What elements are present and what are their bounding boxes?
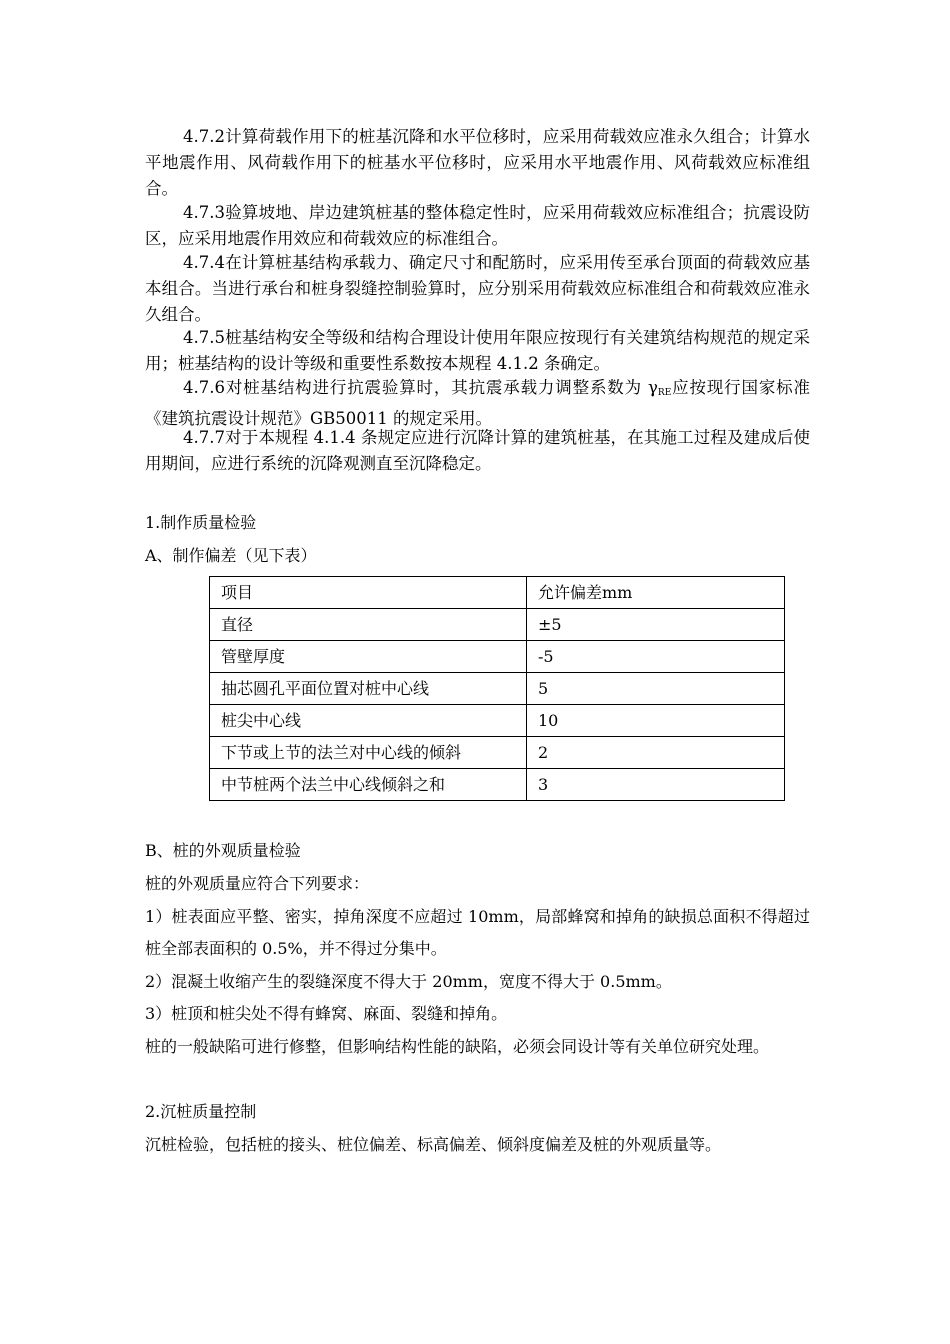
clause-4-7-4 xyxy=(145,250,810,328)
clause-number: 4.7.2 xyxy=(183,127,225,146)
clause-4-7-6 xyxy=(145,375,810,432)
table-row xyxy=(210,673,785,705)
table-cell-item: 抽芯圆孔平面位置对桩中心线 xyxy=(210,673,527,705)
clause-text: 对于本规程 4.1.4 条规定应进行沉降计算的建筑桩基，在其施工过程及建成后使用期间，应进行系统的沉降观测直至沉降稳定。 xyxy=(145,428,810,473)
table-cell-deviation: 10 xyxy=(527,705,785,737)
clause-text: 在计算桩基结构承载力、确定尺寸和配筋时，应采用传至承台顶面的荷载效应基本组合。当进行承台和桩身裂缝控制验算时，应分别采用荷载效应标准组合和荷载效应准永久组合。 xyxy=(145,253,810,324)
deviation-table xyxy=(209,576,785,801)
clause-4-7-3 xyxy=(145,200,810,252)
clause-4-7-5 xyxy=(145,325,810,377)
table-cell-item: 直径 xyxy=(210,609,527,641)
table-cell-deviation: 3 xyxy=(527,769,785,801)
section-b-title: B、桩的外观质量检验 xyxy=(145,841,301,860)
clause-number: 4.7.3 xyxy=(183,203,225,222)
clause-text-continued: 应按现行国家标准《建筑抗震设计规范》GB50011 的规定采用。 xyxy=(145,378,810,428)
clause-number: 4.7.5 xyxy=(183,328,225,347)
table-cell-item: 桩尖中心线 xyxy=(210,705,527,737)
section-b-intro: 桩的外观质量应符合下列要求： xyxy=(145,874,370,893)
table-cell-deviation: -5 xyxy=(527,641,785,673)
gamma-subscript: RE xyxy=(657,388,672,398)
clause-4-7-7 xyxy=(145,425,810,477)
table-row xyxy=(210,769,785,801)
section-2-text: 沉桩检验，包括桩的接头、桩位偏差、标高偏差、倾斜度偏差及桩的外观质量等。 xyxy=(145,1135,722,1154)
requirement-1: 1）桩表面应平整、密实，掉角深度不应超过 10mm，局部蜂窝和掉角的缺损总面积不得超过桩全部表面积的 0.5%，并不得过分集中。 xyxy=(145,907,810,958)
clause-text: 验算坡地、岸边建筑桩基的整体稳定性时，应采用荷载效应标准组合；抗震设防区，应采用地震作用效应和荷载效应的标准组合。 xyxy=(145,203,810,248)
clause-4-7-2 xyxy=(145,124,810,202)
table-header-row xyxy=(210,577,785,609)
requirement-2: 2）混凝土收缩产生的裂缝深度不得大于 20mm，宽度不得大于 0.5mm。 xyxy=(145,972,672,991)
repair-note: 桩的一般缺陷可进行修整，但影响结构性能的缺陷，必须会同设计等有关单位研究处理。 xyxy=(145,1037,770,1056)
clause-number: 4.7.6 xyxy=(183,378,225,397)
table-cell-item: 中节桩两个法兰中心线倾斜之和 xyxy=(210,769,527,801)
table-cell-item: 管壁厚度 xyxy=(210,641,527,673)
table-header-deviation: 允许偏差mm xyxy=(527,577,785,609)
table-row xyxy=(210,705,785,737)
table-cell-deviation: 2 xyxy=(527,737,785,769)
clause-number: 4.7.4 xyxy=(183,253,225,272)
table-row xyxy=(210,641,785,673)
table-row xyxy=(210,609,785,641)
clause-text: 桩基结构安全等级和结构合理设计使用年限应按现行有关建筑结构规范的规定采用；桩基结构的设计等级和重要性系数按本规程 4.1.2 条确定。 xyxy=(145,328,810,373)
clause-text: 计算荷载作用下的桩基沉降和水平位移时，应采用荷载效应准永久组合；计算水平地震作用、风荷载作用下的桩基水平位移时，应采用水平地震作用、风荷载效应标准组合。 xyxy=(145,127,810,198)
table-row xyxy=(210,737,785,769)
table-cell-deviation: ±5 xyxy=(527,609,785,641)
table-cell-item: 下节或上节的法兰对中心线的倾斜 xyxy=(210,737,527,769)
requirement-3: 3）桩顶和桩尖处不得有蜂窝、麻面、裂缝和掉角。 xyxy=(145,1004,508,1023)
clause-text: 对桩基结构进行抗震验算时，其抗震承载力调整系数为 γ xyxy=(224,378,658,397)
section-1-title: 1.制作质量检验 xyxy=(145,513,257,532)
section-a-title: A、制作偏差（见下表） xyxy=(145,546,317,565)
clause-number: 4.7.7 xyxy=(183,428,225,447)
section-2-title: 2.沉桩质量控制 xyxy=(145,1102,257,1121)
table-cell-deviation: 5 xyxy=(527,673,785,705)
table-header-item: 项目 xyxy=(210,577,527,609)
